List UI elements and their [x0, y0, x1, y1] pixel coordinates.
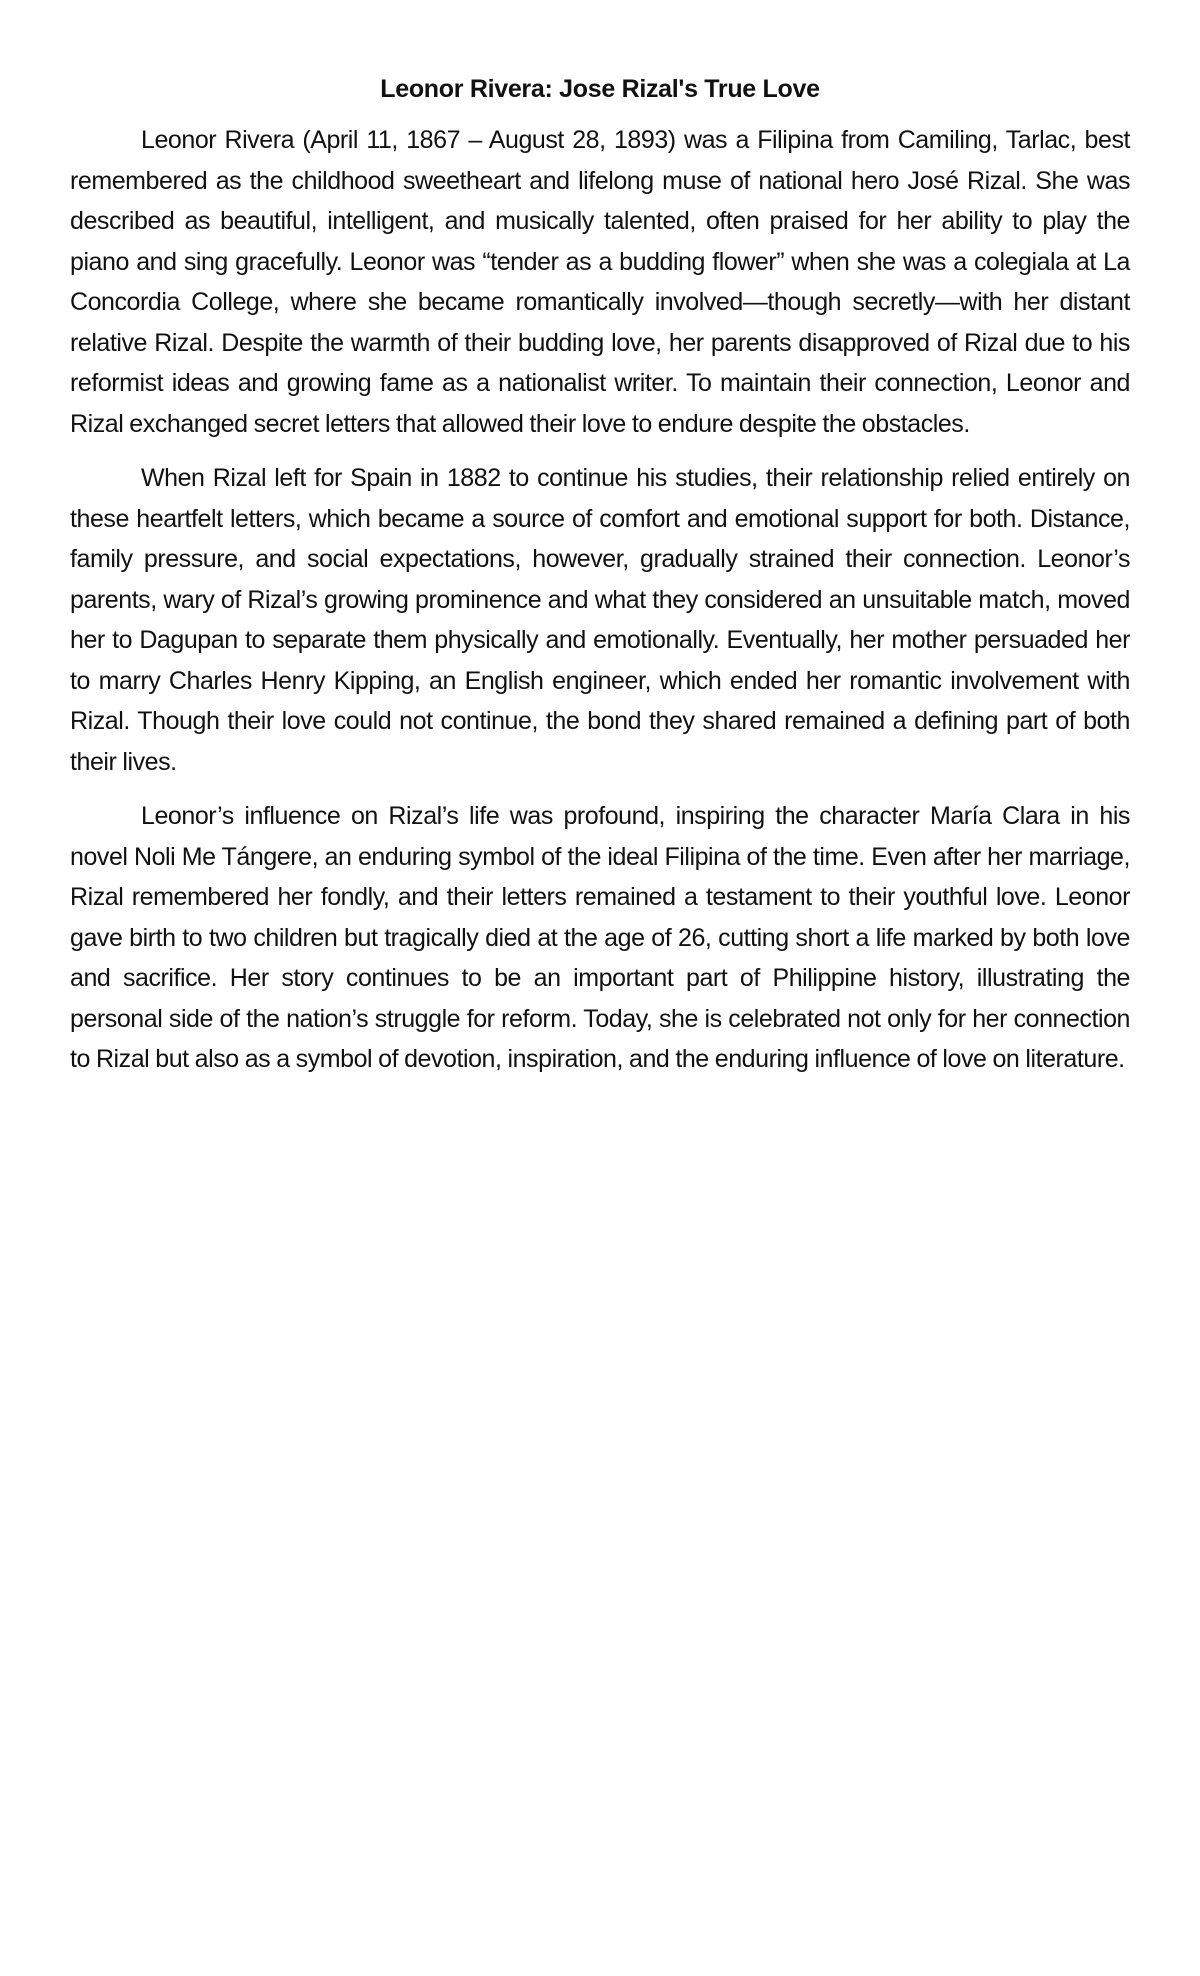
document-title: Leonor Rivera: Jose Rizal's True Love	[380, 75, 820, 103]
paragraph-1: Leonor Rivera (April 11, 1867 – August 28, 1893) was a Filipina from Camiling, Tarlac, best remembered as the childhood sweetheart and lifelong muse of national hero José Rizal. She was described as beautiful, intelligent, and musically talented, often praised for her ability to play the piano and sing gracefully. Leonor was “tender as a budding flower” when she was a colegiala at La Concordia College, where she became romantically involved—though secretly—with her distant relative Rizal. Despite the warmth of their budding love, her parents disapproved of Rizal due to his reformist ideas and growing fame as a nationalist writer. To maintain their connection, Leonor and Rizal exchanged secret letters that allowed their love to endure despite the obstacles.	[70, 126, 1130, 438]
paragraph-3: Leonor’s influence on Rizal’s life was profound, inspiring the character María Clara in his novel Noli Me Tángere, an enduring symbol of the ideal Filipina of the time. Even after her marriage, Rizal remembered her fondly, and their letters remained a testament to their youthful love. Leonor gave birth to two children but tragically died at the age of 26, cutting short a life marked by both love and sacrifice. Her story continues to be an important part of Philippine history, illustrating the personal side of the nation’s struggle for reform. Today, she is celebrated not only for her connection to Rizal but also as a symbol of devotion, inspiration, and the enduring influence of love on literature.	[70, 802, 1130, 1073]
document-page	[70, 72, 1130, 1094]
paragraph-2: When Rizal left for Spain in 1882 to continue his studies, their relationship relied entirely on these heartfelt letters, which became a source of comfort and emotional support for both. Distance, family pressure, and social expectations, however, gradually strained their connection. Leonor’s parents, wary of Rizal’s growing prominence and what they considered an unsuitable match, moved her to Dagupan to separate them physically and emotionally. Eventually, her mother persuaded her to marry Charles Henry Kipping, an English engineer, which ended her romantic involvement with Rizal. Though their love could not continue, the bond they shared remained a defining part of both their lives.	[70, 464, 1130, 776]
